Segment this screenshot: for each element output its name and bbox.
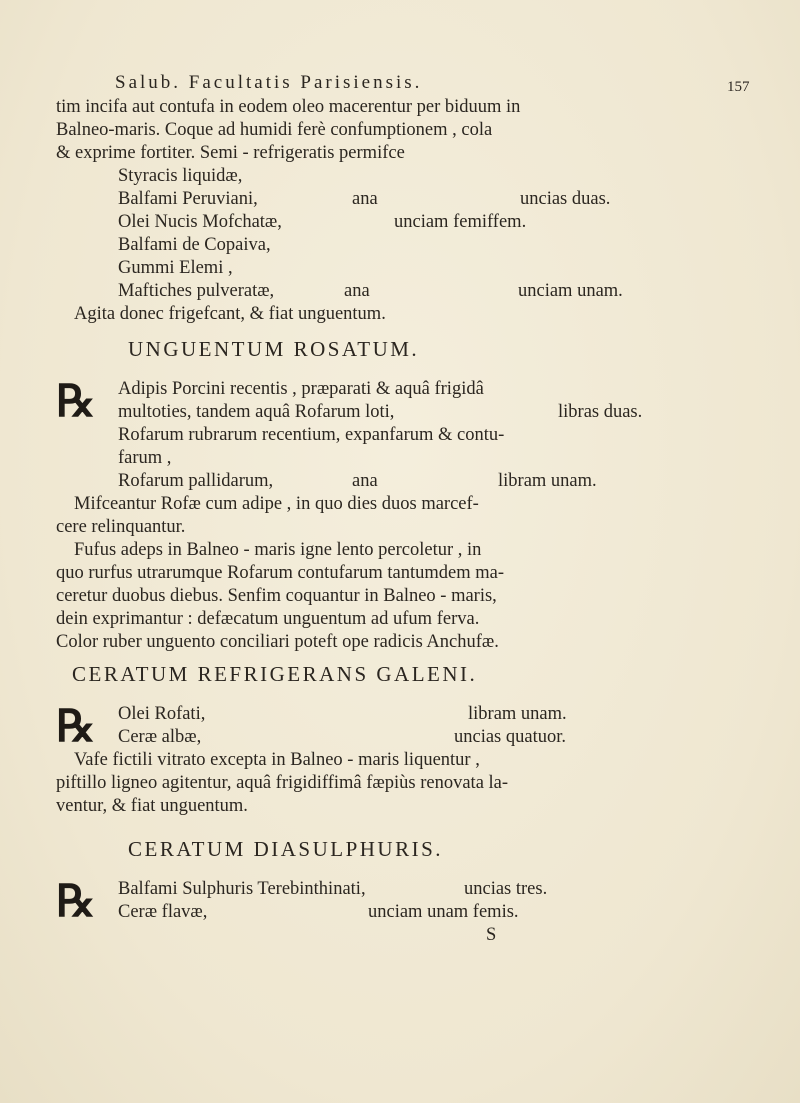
closing-line: Agita donec frigefcant, & fiat unguentum. — [74, 304, 386, 324]
text-line: ceretur duobus diebus. Senfim coquantur in Balneo - maris, — [56, 586, 497, 606]
ingredient-amount: uncias duas. — [520, 189, 611, 209]
ingredient-name: Balfami Peruviani, — [118, 189, 258, 209]
ingredient-name: Styracis liquidæ, — [118, 166, 243, 186]
ingredient-name: Olei Nucis Mofchatæ, — [118, 212, 282, 232]
ingredient-name: Balfami de Copaiva, — [118, 235, 271, 255]
text-line: tim incifa aut contufa in eodem oleo macerentur per biduum in — [56, 97, 521, 117]
ingredient-name: Balfami Sulphuris Terebinthinati, — [118, 879, 366, 899]
ingredient-amount: libram unam. — [468, 704, 567, 724]
ingredient-name: Ceræ flavæ, — [118, 902, 208, 922]
section-heading: CERATUM REFRIGERANS GALENI. — [72, 662, 478, 686]
text-line: farum , — [118, 448, 172, 468]
text-line: multoties, tandem aquâ Rofarum loti, — [118, 402, 395, 422]
text-line: Color ruber unguento conciliari poteft ope radicis Anchufæ. — [56, 632, 499, 652]
text-line: dein exprimantur : defæcatum unguentum ad ufum ferva. — [56, 609, 480, 629]
ingredient-name: Ceræ albæ, — [118, 727, 202, 747]
text-line: ventur, & fiat unguentum. — [56, 796, 248, 816]
ingredient-amount: libras duas. — [558, 402, 643, 422]
recipe-symbol: ℞ — [56, 876, 96, 927]
page-number: 157 — [727, 79, 750, 95]
running-title: Salub. Facultatis Parisiensis. — [115, 72, 423, 93]
ana-label: ana — [352, 471, 378, 491]
text-line: Rofarum rubrarum recentium, expanfarum & contu- — [118, 425, 505, 445]
text-line: piftillo ligneo agitentur, aquâ frigidiffimâ fæpiùs renovata la- — [56, 773, 509, 793]
text-line: cere relinquantur. — [56, 517, 186, 537]
text-line: Mifceantur Rofæ cum adipe , in quo dies duos marcef- — [74, 494, 479, 514]
ana-label: ana — [344, 281, 370, 301]
text-line: Vafe fictili vitrato excepta in Balneo - maris liquentur , — [74, 750, 480, 770]
text-line: Balneo-maris. Coque ad humidi ferè confumptionem , cola — [56, 120, 493, 140]
ingredient-name: Maftiches pulveratæ, — [118, 281, 275, 301]
section-heading: UNGUENTUM ROSATUM. — [128, 337, 420, 361]
ingredient-amount: unciam femiffem. — [394, 212, 527, 232]
ingredient-amount: unciam unam femis. — [368, 902, 519, 922]
section-heading: CERATUM DIASULPHURIS. — [128, 837, 444, 861]
text-line: quo rurfus utrarumque Rofarum contufarum tantumdem ma- — [56, 563, 504, 583]
ingredient-amount: libram unam. — [498, 471, 597, 491]
text-line: Adipis Porcini recentis , præparati & aquâ frigidâ — [118, 379, 484, 399]
recipe-symbol: ℞ — [56, 376, 96, 427]
ana-label: ana — [352, 189, 378, 209]
ingredient-name: Olei Rofati, — [118, 704, 206, 724]
text-line: & exprime fortiter. Semi - refrigeratis permifce — [56, 143, 405, 163]
ingredient-amount: uncias quatuor. — [454, 727, 567, 747]
text-line: Rofarum pallidarum, — [118, 471, 274, 491]
ingredient-name: Gummi Elemi , — [118, 258, 233, 278]
ingredient-amount: unciam unam. — [518, 281, 623, 301]
catchword: S — [486, 925, 497, 945]
text-line: Fufus adeps in Balneo - maris igne lento percoletur , in — [74, 540, 482, 560]
ingredient-amount: uncias tres. — [464, 879, 548, 899]
recipe-symbol: ℞ — [56, 701, 96, 752]
